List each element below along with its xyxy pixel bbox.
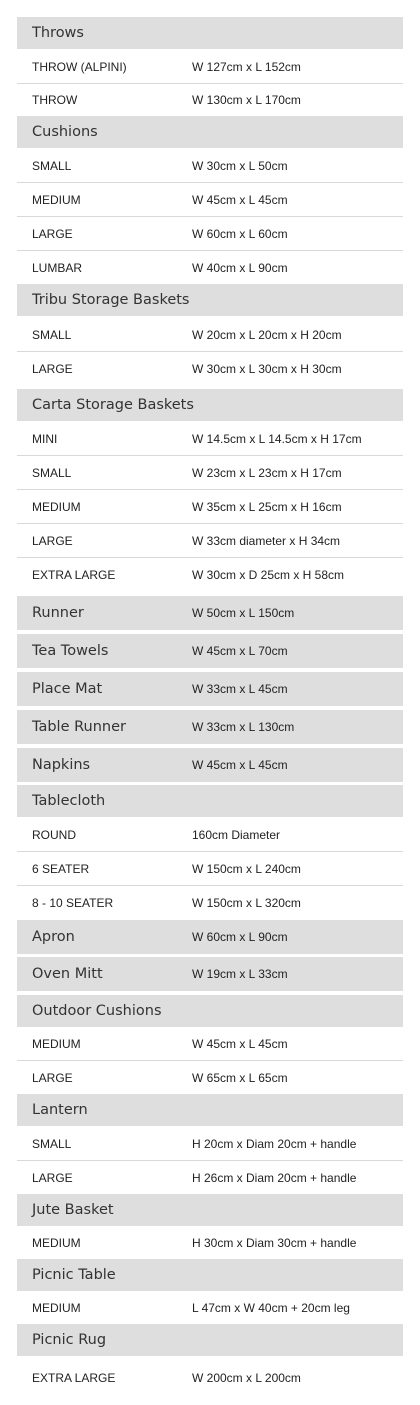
category-title: Lantern <box>32 1102 88 1118</box>
category-header-row <box>17 1194 403 1226</box>
dimension-value: W 60cm x L 90cm <box>192 930 288 944</box>
category-header-row <box>17 634 403 668</box>
dimension-value: W 40cm x L 90cm <box>192 261 288 275</box>
category-header-row <box>17 785 403 817</box>
category-title: Picnic Table <box>32 1267 116 1283</box>
size-row <box>17 84 403 116</box>
category-header-row <box>17 1324 403 1356</box>
size-row <box>17 1127 403 1161</box>
dimension-value: W 14.5cm x L 14.5cm x H 17cm <box>192 431 362 446</box>
size-row <box>17 149 403 183</box>
dimension-value: W 33cm diameter x H 34cm <box>192 533 341 548</box>
dimension-value: W 150cm x L 320cm <box>192 896 301 910</box>
dimension-value: W 45cm x L 70cm <box>192 644 288 658</box>
category-title: Tea Towels <box>32 643 109 659</box>
size-name: SMALL <box>32 327 72 342</box>
size-row <box>17 1226 403 1260</box>
dimension-value: H 20cm x Diam 20cm + handle <box>192 1136 357 1151</box>
size-row <box>17 456 403 490</box>
size-name: ROUND <box>32 827 76 842</box>
dimension-value: W 30cm x L 50cm <box>192 158 288 173</box>
dimension-value: W 19cm x L 33cm <box>192 967 288 981</box>
dimension-value: W 65cm x L 65cm <box>192 1071 288 1085</box>
dimension-value: W 150cm x L 240cm <box>192 861 301 876</box>
size-row <box>17 1061 403 1095</box>
size-name: LARGE <box>32 1171 73 1185</box>
category-header-row <box>17 995 403 1027</box>
size-name: EXTRA LARGE <box>32 568 116 582</box>
dimension-value: L 47cm x W 40cm + 20cm leg <box>192 1301 350 1315</box>
size-name: LARGE <box>32 226 73 241</box>
category-title: Outdoor Cushions <box>32 1003 162 1019</box>
size-name: MEDIUM <box>32 499 81 514</box>
size-name: LARGE <box>32 1071 73 1085</box>
size-name: THROW (ALPINI) <box>32 59 127 74</box>
category-header-row <box>17 710 403 744</box>
category-title: Carta Storage Baskets <box>32 397 194 413</box>
size-name: EXTRA LARGE <box>32 1371 116 1385</box>
category-title: Jute Basket <box>32 1202 114 1218</box>
size-name: THROW <box>32 93 78 107</box>
category-title: Tablecloth <box>32 793 106 809</box>
category-header-row <box>17 957 403 991</box>
size-row <box>17 50 403 84</box>
category-title: Throws <box>32 25 84 41</box>
dimension-value: W 30cm x D 25cm x H 58cm <box>192 568 345 582</box>
size-name: 8 - 10 SEATER <box>32 896 114 910</box>
category-title: Runner <box>32 605 84 621</box>
dimension-value: 160cm Diameter <box>192 827 281 842</box>
size-name: LARGE <box>32 362 73 376</box>
size-name: LARGE <box>32 533 73 548</box>
size-row <box>17 1027 403 1061</box>
category-title: Napkins <box>32 757 91 773</box>
size-row <box>17 318 403 352</box>
size-row <box>17 558 403 592</box>
dimension-value: W 45cm x L 45cm <box>192 758 288 772</box>
category-title: Place Mat <box>32 681 103 697</box>
category-header-row <box>17 596 403 630</box>
category-header-row <box>17 1259 403 1291</box>
category-header-row <box>17 672 403 706</box>
category-title: Picnic Rug <box>32 1332 107 1348</box>
size-name: MEDIUM <box>32 1236 81 1250</box>
size-name: SMALL <box>32 465 72 480</box>
size-row <box>17 1161 403 1195</box>
size-row <box>17 1361 403 1395</box>
dimension-value: W 33cm x L 130cm <box>192 720 295 734</box>
category-header-row <box>17 1094 403 1126</box>
size-name: MEDIUM <box>32 1036 81 1051</box>
size-row <box>17 524 403 558</box>
size-row <box>17 422 403 456</box>
dimension-value: W 45cm x L 45cm <box>192 192 288 207</box>
category-title: Cushions <box>32 124 98 140</box>
size-name: SMALL <box>32 1136 72 1151</box>
size-name: MEDIUM <box>32 192 81 207</box>
dimension-value: H 30cm x Diam 30cm + handle <box>192 1236 357 1250</box>
size-name: MEDIUM <box>32 1301 81 1315</box>
dimension-value: H 26cm x Diam 20cm + handle <box>192 1171 357 1185</box>
size-name: SMALL <box>32 158 72 173</box>
size-row <box>17 352 403 386</box>
dimension-value: W 20cm x L 20cm x H 20cm <box>192 327 342 342</box>
dimension-value: W 35cm x L 25cm x H 16cm <box>192 499 342 514</box>
size-row <box>17 886 403 920</box>
dimension-value: W 30cm x L 30cm x H 30cm <box>192 362 342 376</box>
category-header-row <box>17 920 403 954</box>
category-header-row <box>17 748 403 782</box>
category-header-row <box>17 389 403 421</box>
size-name: LUMBAR <box>32 261 83 275</box>
dimension-value: W 60cm x L 60cm <box>192 226 288 241</box>
dimension-value: W 130cm x L 170cm <box>192 93 301 107</box>
category-header-row <box>17 116 403 148</box>
size-row <box>17 217 403 251</box>
category-title: Oven Mitt <box>32 966 103 982</box>
size-row <box>17 818 403 852</box>
dimension-value: W 33cm x L 45cm <box>192 682 288 696</box>
size-row <box>17 490 403 524</box>
size-row <box>17 183 403 217</box>
dimension-value: W 23cm x L 23cm x H 17cm <box>192 465 342 480</box>
size-row <box>17 1291 403 1325</box>
category-header-row <box>17 17 403 49</box>
dimension-value: W 127cm x L 152cm <box>192 59 301 74</box>
category-title: Table Runner <box>32 719 126 735</box>
dimension-value: W 50cm x L 150cm <box>192 606 295 620</box>
category-title: Apron <box>32 929 75 945</box>
size-row <box>17 251 403 285</box>
category-title: Tribu Storage Baskets <box>32 292 190 308</box>
category-header-row <box>17 284 403 316</box>
dimension-value: W 200cm x L 200cm <box>192 1371 301 1385</box>
size-row <box>17 852 403 886</box>
size-name: MINI <box>32 431 58 446</box>
size-name: 6 SEATER <box>32 861 90 876</box>
dimension-value: W 45cm x L 45cm <box>192 1036 288 1051</box>
